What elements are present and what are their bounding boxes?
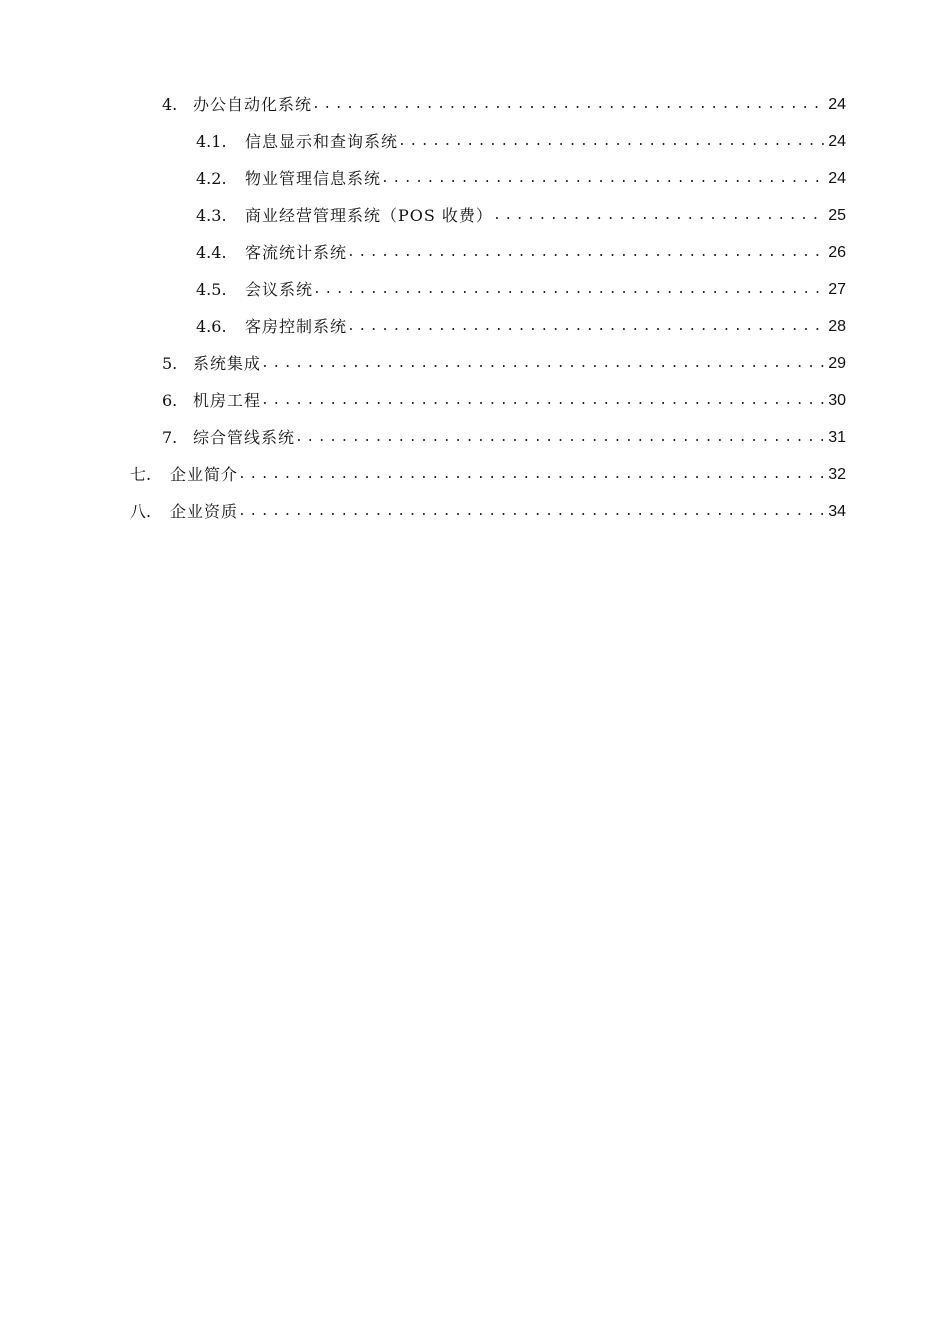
toc-entry-title: 机房工程 bbox=[193, 391, 262, 410]
toc-entry-title: 办公自动化系统 bbox=[193, 95, 313, 114]
toc-entry-title: 客流统计系统 bbox=[245, 243, 348, 262]
toc-entry-page: 34 bbox=[828, 503, 846, 520]
toc-entry-number: 4.1. bbox=[196, 132, 227, 151]
toc-entry-title: 系统集成 bbox=[193, 354, 262, 373]
toc-entry-number: 七. bbox=[130, 465, 152, 484]
toc-entry[interactable] bbox=[162, 345, 846, 382]
toc-entry[interactable] bbox=[162, 86, 846, 123]
toc-entry-title: 物业管理信息系统 bbox=[245, 169, 382, 188]
toc-entry-number: 4.4. bbox=[196, 243, 227, 262]
toc-entry-title: 综合管线系统 bbox=[193, 428, 296, 447]
toc-dot-leader bbox=[295, 419, 826, 456]
toc-entry-page: 29 bbox=[828, 355, 846, 372]
toc-entry-number: 4. bbox=[162, 95, 178, 114]
toc-entry-page: 30 bbox=[828, 392, 846, 409]
toc-dot-leader bbox=[347, 234, 826, 271]
toc-entry-number: 4.3. bbox=[196, 206, 227, 225]
toc-entry-page: 32 bbox=[828, 466, 846, 483]
toc-entry-number: 4.5. bbox=[196, 280, 227, 299]
toc-entry[interactable] bbox=[196, 160, 846, 197]
toc-dot-leader bbox=[313, 271, 826, 308]
toc-dot-leader bbox=[261, 382, 826, 419]
toc-dot-leader bbox=[238, 493, 826, 530]
toc-entry[interactable] bbox=[196, 308, 846, 345]
toc-entry-page: 26 bbox=[828, 244, 846, 261]
toc-entry-title: 商业经营管理系统（POS 收费） bbox=[245, 206, 493, 225]
toc-dot-leader bbox=[238, 456, 826, 493]
toc-entry-title: 企业简介 bbox=[170, 465, 239, 484]
toc-dot-leader bbox=[312, 86, 826, 123]
toc-entry[interactable] bbox=[196, 197, 846, 234]
toc-entry-number: 4.2. bbox=[196, 169, 227, 188]
toc-entry-number: 7. bbox=[162, 428, 178, 447]
toc-entry-number: 八. bbox=[130, 502, 152, 521]
toc-entry-title: 信息显示和查询系统 bbox=[245, 132, 399, 151]
toc-entry-number: 6. bbox=[162, 391, 178, 410]
toc-dot-leader bbox=[347, 308, 826, 345]
toc-entry-number: 4.6. bbox=[196, 317, 227, 336]
toc-entry-page: 28 bbox=[828, 318, 846, 335]
toc-entry-page: 24 bbox=[828, 133, 846, 150]
toc-entry-number: 5. bbox=[162, 354, 178, 373]
toc-entry[interactable] bbox=[162, 419, 846, 456]
toc-dot-leader bbox=[261, 345, 826, 382]
toc-entry-title: 企业资质 bbox=[170, 502, 239, 521]
toc-entry[interactable] bbox=[196, 271, 846, 308]
toc-entry-page: 31 bbox=[828, 429, 846, 446]
toc-entry-page: 25 bbox=[828, 207, 846, 224]
toc-entry[interactable] bbox=[130, 493, 846, 530]
toc-entry[interactable] bbox=[196, 234, 846, 271]
toc-entry-title: 客房控制系统 bbox=[245, 317, 348, 336]
toc-dot-leader bbox=[398, 123, 826, 160]
toc-entry-title: 会议系统 bbox=[245, 280, 314, 299]
toc-entry-page: 27 bbox=[828, 281, 846, 298]
toc-entry-page: 24 bbox=[828, 96, 846, 113]
toc-entry-page: 24 bbox=[828, 170, 846, 187]
toc-entry[interactable] bbox=[130, 456, 846, 493]
toc-dot-leader bbox=[493, 197, 826, 234]
toc-entry[interactable] bbox=[196, 123, 846, 160]
toc-entry[interactable] bbox=[162, 382, 846, 419]
toc-dot-leader bbox=[381, 160, 826, 197]
